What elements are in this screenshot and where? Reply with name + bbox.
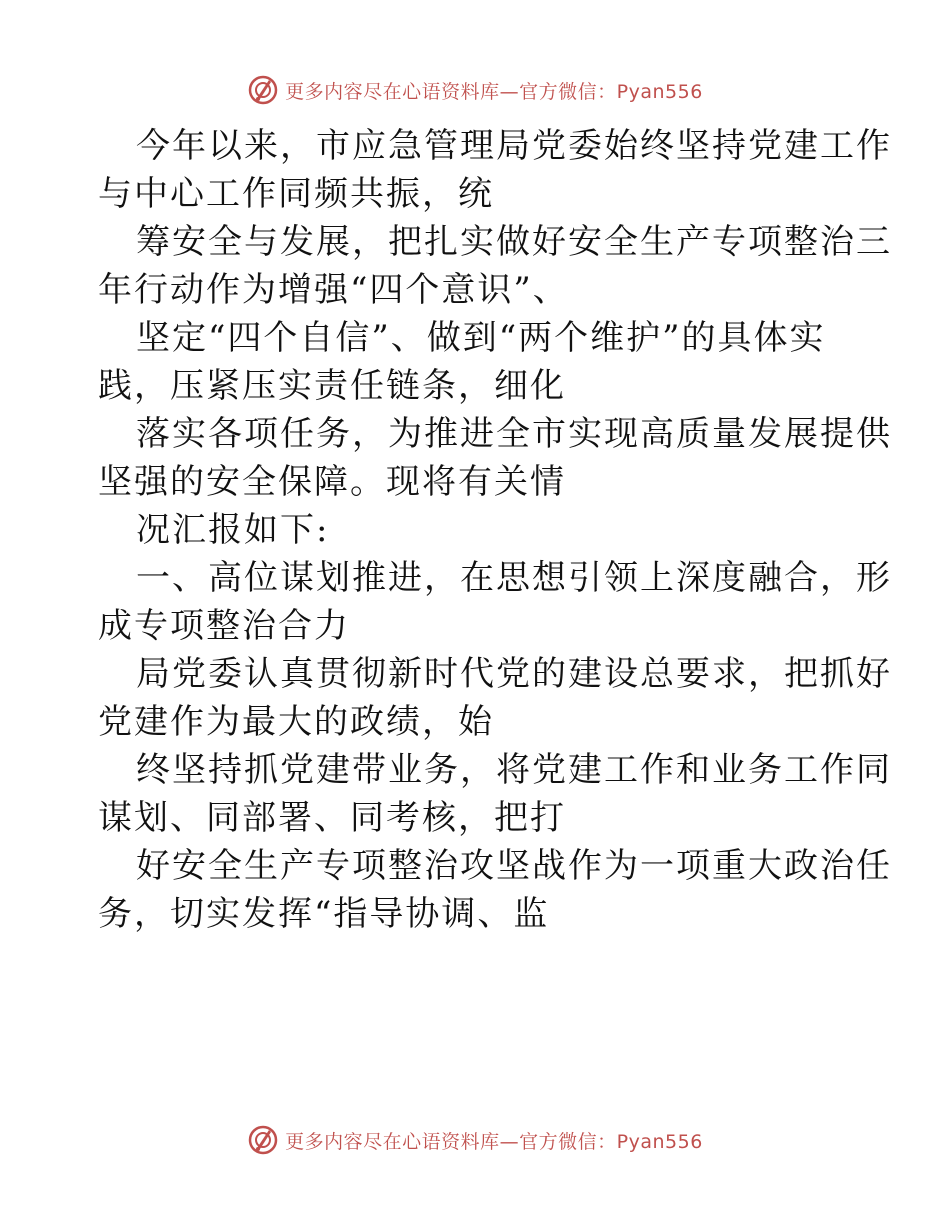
body-line: 坚强的安全保障。现将有关情 (98, 462, 566, 502)
body-line: 好安全生产专项整治攻坚战作为一项重大政治任 (136, 846, 892, 886)
body-line: 务，切实发挥“指导协调、监 (98, 894, 550, 934)
body-line: 年行动作为增强“四个意识”、 (98, 270, 569, 310)
brand-logo-icon (247, 74, 279, 106)
header-watermark-text: 更多内容尽在心语资料库—官方微信：Pyan556 (285, 80, 703, 103)
body-line: 坚定“四个自信”、做到“两个维护”的具体实 (136, 318, 826, 358)
brand-logo-icon (247, 1124, 279, 1156)
body-line: 今年以来，市应急管理局党委始终坚持党建工作 (136, 126, 892, 166)
body-line: 局党委认真贯彻新时代党的建设总要求，把抓好 (136, 654, 892, 694)
body-line: 况汇报如下: (136, 510, 330, 550)
body-line: 筹安全与发展，把扎实做好安全生产专项整治三 (136, 222, 892, 262)
section-heading-line: 成专项整治合力 (98, 606, 350, 646)
footer-watermark (0, 1120, 950, 1160)
footer-watermark-text: 更多内容尽在心语资料库—官方微信：Pyan556 (285, 1130, 703, 1153)
body-line: 终坚持抓党建带业务，将党建工作和业务工作同 (136, 750, 892, 790)
body-line: 落实各项任务，为推进全市实现高质量发展提供 (136, 414, 892, 454)
header-watermark (0, 70, 950, 110)
body-line: 践，压紧压实责任链条，细化 (98, 366, 566, 406)
body-line: 与中心工作同频共振，统 (98, 174, 494, 214)
body-line: 党建作为最大的政绩，始 (98, 702, 494, 742)
section-heading-line: 一、高位谋划推进，在思想引领上深度融合，形 (136, 558, 892, 598)
document-body (98, 122, 892, 938)
body-line: 谋划、同部署、同考核，把打 (98, 798, 566, 838)
